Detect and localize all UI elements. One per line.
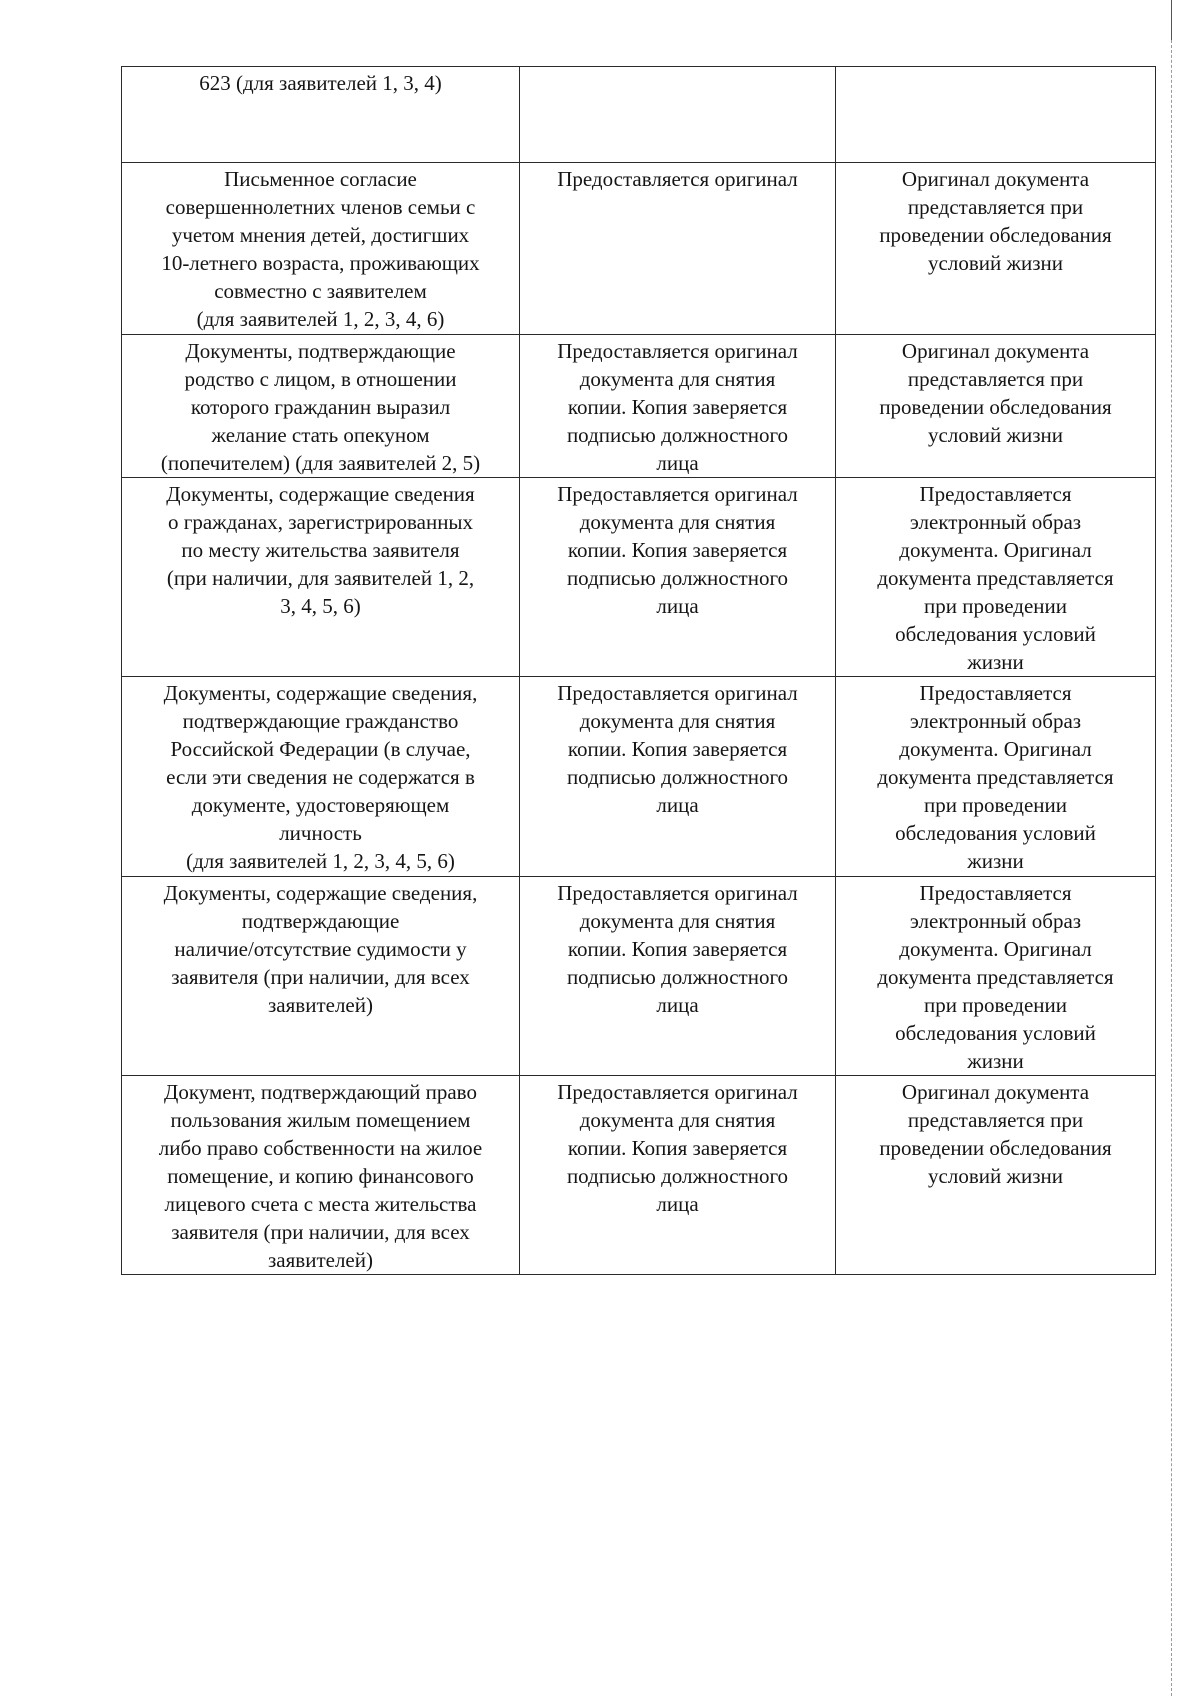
table-row — [122, 877, 1156, 1076]
electronic-cell: Предоставляется электронный образ документа. Оригинал документа представляется при проведении обследования условий жизни — [836, 478, 1156, 677]
submission-cell: Предоставляется оригинал документа для снятия копии. Копия заверяется подписью должностного лица — [520, 677, 836, 877]
table-row — [122, 163, 1156, 335]
document-cell: Документы, подтверждающие родство с лицом, в отношении которого гражданин выразил желание стать опекуном (попечителем) (для заявителей 2, 5) — [122, 335, 520, 478]
table-row — [122, 1076, 1156, 1275]
table-row — [122, 677, 1156, 877]
document-cell: 623 (для заявителей 1, 3, 4) — [122, 67, 520, 163]
table-row — [122, 335, 1156, 478]
submission-cell: Предоставляется оригинал документа для снятия копии. Копия заверяется подписью должностного лица — [520, 877, 836, 1076]
submission-cell: Предоставляется оригинал — [520, 163, 836, 335]
electronic-cell: Оригинал документа представляется при проведении обследования условий жизни — [836, 1076, 1156, 1275]
submission-cell: Предоставляется оригинал документа для снятия копии. Копия заверяется подписью должностного лица — [520, 478, 836, 677]
documents-table — [121, 66, 1156, 1275]
submission-cell: Предоставляется оригинал документа для снятия копии. Копия заверяется подписью должностного лица — [520, 1076, 836, 1275]
electronic-cell: Оригинал документа представляется при проведении обследования условий жизни — [836, 163, 1156, 335]
electronic-cell: Предоставляется электронный образ документа. Оригинал документа представляется при проведении обследования условий жизни — [836, 677, 1156, 877]
document-cell: Документы, содержащие сведения, подтверждающие гражданство Российской Федерации (в случае, если эти сведения не содержатся в документе, удостоверяющем личность (для заявителей 1, 2, 3, 4, 5, 6) — [122, 677, 520, 877]
document-cell: Документы, содержащие сведения, подтверждающие наличие/отсутствие судимости у заявителя (при наличии, для всех заявителей) — [122, 877, 520, 1076]
document-cell: Документ, подтверждающий право пользования жилым помещением либо право собственности на жилое помещение, и копию финансового лицевого счета с места жительства заявителя (при наличии, для всех заявителей) — [122, 1076, 520, 1275]
electronic-cell: Оригинал документа представляется при проведении обследования условий жизни — [836, 335, 1156, 478]
submission-cell — [520, 67, 836, 163]
document-cell: Документы, содержащие сведения о гражданах, зарегистрированных по месту жительства заявителя (при наличии, для заявителей 1, 2, 3, 4, 5, 6) — [122, 478, 520, 677]
document-cell: Письменное согласие совершеннолетних членов семьи с учетом мнения детей, достигших 10-летнего возраста, проживающих совместно с заявителем (для заявителей 1, 2, 3, 4, 6) — [122, 163, 520, 335]
electronic-cell: Предоставляется электронный образ документа. Оригинал документа представляется при проведении обследования условий жизни — [836, 877, 1156, 1076]
electronic-cell — [836, 67, 1156, 163]
scan-edge-mark — [1171, 0, 1172, 40]
table-row — [122, 67, 1156, 163]
table-row — [122, 478, 1156, 677]
scan-edge-line — [1171, 0, 1172, 1696]
submission-cell: Предоставляется оригинал документа для снятия копии. Копия заверяется подписью должностного лица — [520, 335, 836, 478]
